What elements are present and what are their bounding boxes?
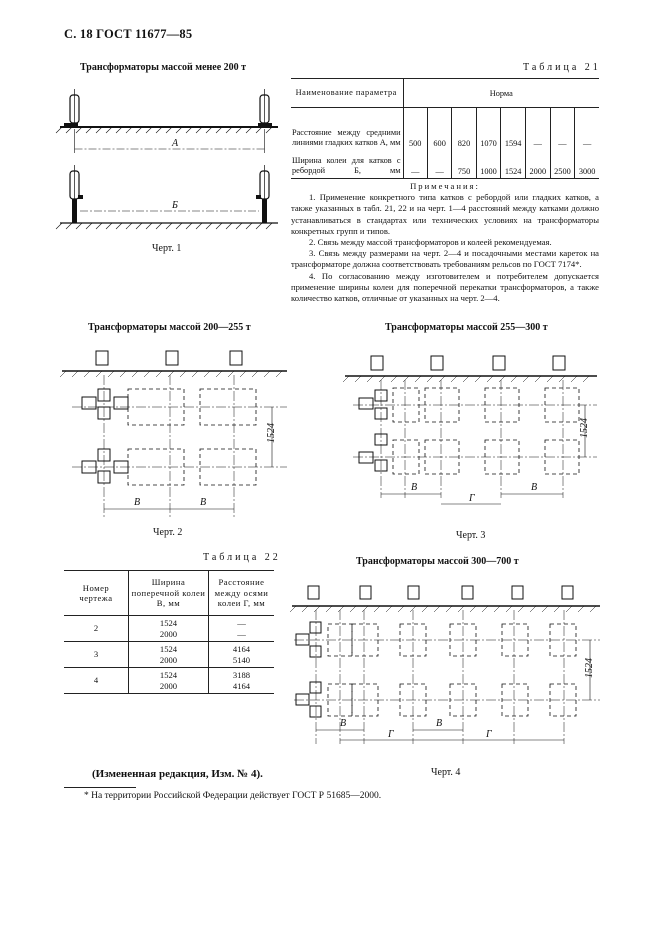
dim-b-label: Б — [172, 200, 178, 211]
table-cell: — — [237, 618, 246, 628]
table-row — [291, 150, 599, 179]
fig1-heading: Трансформаторы массой менее 200 т — [80, 62, 247, 73]
table21 — [291, 78, 599, 179]
table-cell: — — [237, 628, 246, 639]
fig4-gauge-label: 1524 — [584, 658, 595, 678]
edition-note: (Измененная редакция, Изм. № 4). — [92, 768, 263, 780]
table22-header: Ширина поперечной колеи В, мм — [129, 571, 209, 616]
table-cell: 750 — [452, 150, 476, 179]
footnote: * На территории Российской Федерации действует ГОСТ Р 51685—2000. — [84, 791, 382, 801]
table22-label: Таблица 22 — [203, 552, 281, 563]
note-item: 4. По согласованию между изготовителем и потребителем допускается применение ширины колеи для поперечной перекатки трансформаторов, а также количество катков, отличные от указанных на черт. 2—4. — [291, 270, 599, 304]
table-cell: 600 — [427, 108, 451, 151]
fig2-dim-v-1: В — [134, 497, 141, 508]
table22-header: Расстояние между осями колеи Г, мм — [209, 571, 275, 616]
table-cell: 3000 — [575, 150, 599, 179]
fig4-caption: Черт. 4 — [431, 767, 461, 778]
fig2-drawing — [62, 345, 292, 525]
table-row — [291, 108, 599, 151]
table-cell: 2000 — [159, 654, 178, 665]
fig3-gauge-label: 1524 — [579, 418, 590, 438]
fig4-dim-g-1: Г — [388, 729, 394, 740]
table-cell: 2000 — [525, 150, 550, 179]
table-cell: — — [403, 150, 427, 179]
note-item: 2. Связь между массой трансформаторов и колеей рекомендуемая. — [309, 237, 552, 248]
table-cell: 2 — [64, 616, 129, 642]
fig3-dim-v-1: В — [411, 482, 418, 493]
table-cell: 1524 — [159, 670, 178, 680]
table-cell: 2000 — [159, 628, 178, 639]
page-header: С. 18 ГОСТ 11677—85 — [64, 27, 193, 41]
table-cell: 1000 — [476, 150, 501, 179]
fig2-caption: Черт. 2 — [153, 527, 183, 538]
fig3-dim-v-2: В — [531, 482, 538, 493]
fig4-drawing — [292, 578, 607, 756]
table-cell: 1524 — [159, 618, 178, 628]
fig1-drawing — [60, 85, 280, 235]
fig4-dim-g-2: Г — [486, 729, 492, 740]
table21-row1-param: Расстояние между средними линиями гладких катков А, мм — [291, 108, 403, 151]
table21-param-header: Наименование параметра — [291, 79, 403, 108]
footnote-divider — [64, 787, 136, 788]
fig4-dim-v-1: В — [340, 718, 347, 729]
fig2-heading: Трансформаторы массой 200—255 т — [88, 322, 251, 333]
table-cell: 4164 — [232, 644, 251, 654]
table-cell: 4 — [64, 668, 129, 694]
fig2-dim-v-2: В — [200, 497, 207, 508]
table-row — [64, 668, 274, 694]
table-cell: — — [525, 108, 550, 151]
table-cell: 500 — [403, 108, 427, 151]
fig3-dim-g: Г — [469, 493, 475, 504]
table-cell: 4164 — [232, 680, 251, 691]
table-cell: 1524 — [159, 644, 178, 654]
table-cell: 1524 — [501, 150, 526, 179]
fig1-caption: Черт. 1 — [152, 243, 182, 254]
table21-norm-header: Норма — [403, 79, 599, 108]
notes — [291, 181, 599, 304]
table21-row2-param: Ширина колеи для катков с ребордой Б, мм — [291, 150, 403, 179]
table-cell: — — [427, 150, 451, 179]
table-cell: 820 — [452, 108, 476, 151]
table-cell: 3188 — [232, 670, 251, 680]
notes-title: Примечания: — [410, 181, 480, 191]
dim-a-label: А — [172, 138, 179, 149]
table21-label: Таблица 21 — [523, 62, 601, 73]
table-cell: 5140 — [232, 654, 251, 665]
fig3-caption: Черт. 3 — [456, 530, 486, 541]
table22 — [64, 570, 274, 694]
table22-header: Номер чертежа — [64, 571, 129, 616]
table-row — [64, 616, 274, 642]
table-cell: 2000 — [159, 680, 178, 691]
table-cell: 1070 — [476, 108, 501, 151]
table-cell: — — [582, 139, 592, 148]
note-item: 1. Применение конкретного типа катков с ребордой или гладких катков, а также указанных в табл. 21, 22 и на черт. 1—4 расстояний между катками должно устанавливаться в стандартах или технических условиях на трансформаторы конкретных групп и типов. — [291, 192, 599, 236]
table-cell: 3 — [64, 642, 129, 668]
fig3-drawing — [345, 348, 600, 518]
table-cell: 2500 — [550, 150, 575, 179]
table-row — [64, 642, 274, 668]
fig3-heading: Трансформаторы массой 255—300 т — [385, 322, 548, 333]
fig2-gauge-label: 1524 — [266, 423, 277, 443]
fig4-dim-v-2: В — [436, 718, 443, 729]
note-item: 3. Связь между размерами на черт. 2—4 и посадочными местами кареток на трансформаторе должна соответствовать требованиям рельсов по ГОСТ 7174*. — [291, 248, 599, 270]
table-cell: — — [550, 108, 575, 151]
fig4-heading: Трансформаторы массой 300—700 т — [356, 556, 519, 567]
table-cell: 1594 — [501, 108, 526, 151]
